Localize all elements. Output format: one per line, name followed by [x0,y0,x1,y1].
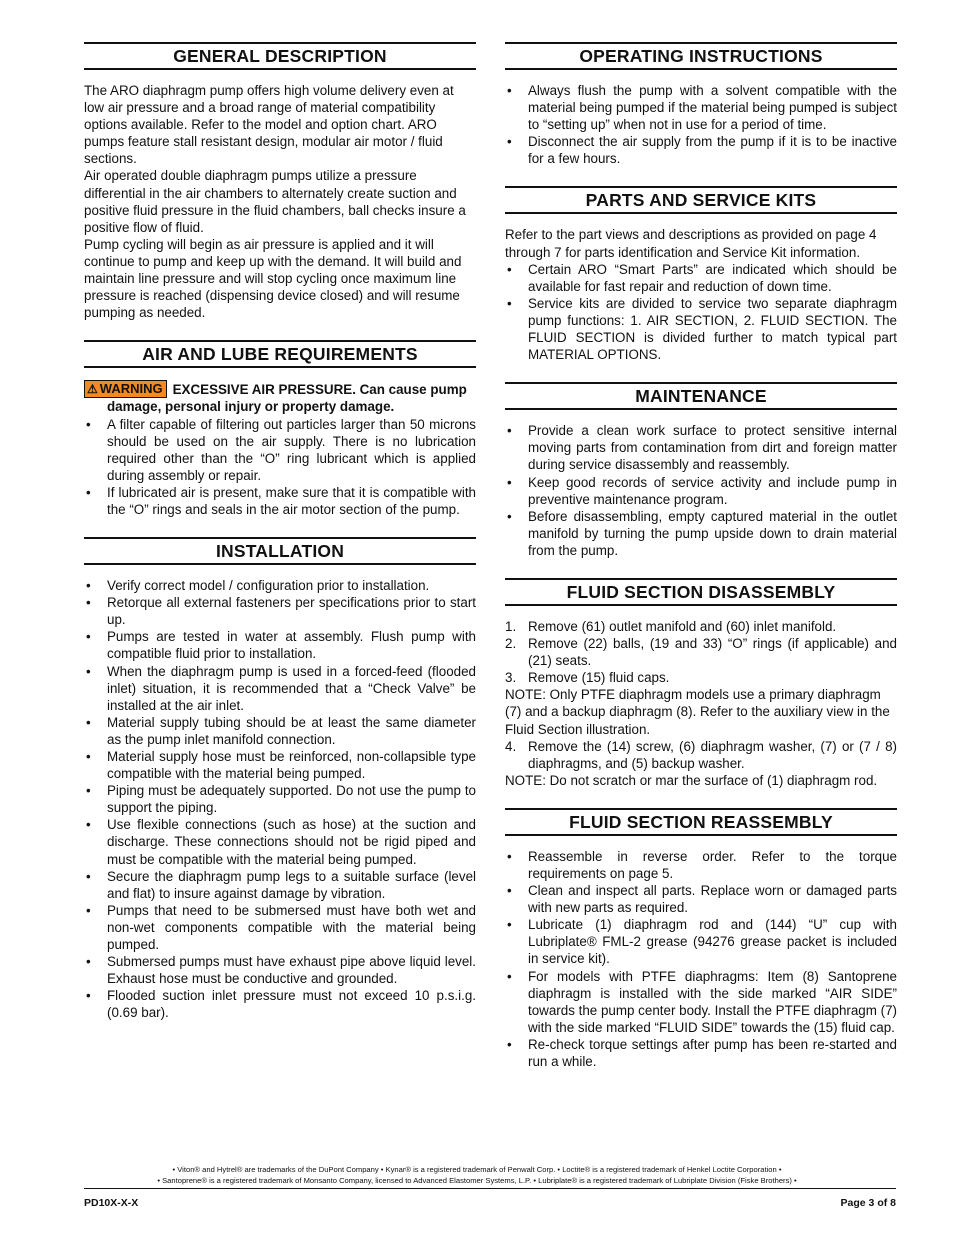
general-paragraph-1: The ARO diaphragm pump offers high volume delivery even at low air pressure and a broad range of material compatibility options available. Refer to the model and option chart. ARO pumps feature stall resistant design, modular air motor / fluid sections. [84,83,454,167]
step-item [505,635,897,669]
list-item: • Clean and inspect all parts. Replace worn or damaged parts with new parts as required. [505,882,897,916]
list-item: • Pumps are tested in water at assembly. Flush pump with compatible fluid prior to installation. [84,628,476,662]
installation-heading: INSTALLATION [84,537,476,565]
step-number: 1. [505,618,517,634]
step-number: 2. [505,636,517,652]
parts-heading: PARTS AND SERVICE KITS [505,186,897,214]
step-text: Remove (61) outlet manifold and (60) inlet manifold. [528,618,837,634]
air-lube-list [84,416,476,519]
operating-heading: OPERATING INSTRUCTIONS [505,42,897,70]
list-item: • Piping must be adequately supported. Do not use the pump to support the piping. [84,782,476,816]
reassembly-section [505,808,897,1070]
parts-section [505,186,897,363]
step-number: 3. [505,670,517,686]
air-lube-heading: AIR AND LUBE REQUIREMENTS [84,340,476,368]
installation-list [84,577,476,1021]
general-description-heading: GENERAL DESCRIPTION [84,42,476,70]
list-item: • Retorque all external fasteners per specifications prior to start up. [84,594,476,628]
list-item: • Material supply hose must be reinforced, non-collapsible type compatible with the material being pumped. [84,748,476,782]
general-description-section [84,42,476,321]
list-item: • A filter capable of filtering out particles larger than 50 microns should be used on the air supply. There is no lubrication required other than the “O” ring lubricant which is applied during assembly or repair. [84,416,476,484]
air-lube-body [84,380,476,518]
right-column [505,42,897,1070]
disassembly-heading: FLUID SECTION DISASSEMBLY [505,578,897,606]
step-text: Remove (15) fluid caps. [528,670,670,686]
operating-list [505,82,897,167]
reassembly-body [505,848,897,1070]
general-description-body [84,82,476,321]
disassembly-section [505,578,897,789]
air-lube-section [84,340,476,518]
list-item: • If lubricated air is present, make sure that it is compatible with the “O” rings and seals in the air motor section of the pump. [84,484,476,518]
trademark-notes [0,1164,954,1186]
list-item: • Use flexible connections (such as hose) at the suction and discharge. These connections should not be rigid piped and must be compatible with the material being pumped. [84,816,476,867]
maintenance-body [505,422,897,559]
warning-label: WARNING [99,381,163,397]
disassembly-note-2: NOTE: Do not scratch or mar the surface of (1) diaphragm rod. [505,772,878,788]
list-item: • Verify correct model / configuration prior to installation. [84,577,476,594]
installation-body [84,577,476,1021]
parts-body [505,226,897,363]
general-paragraph-2: Air operated double diaphragm pumps utilize a pressure differential in the air chambers to alternately create suction and positive fluid pressure in the fluid chambers, ball checks insure a positive flow of fluid. [84,168,466,235]
list-item: • Re-check torque settings after pump has been re-started and run a while. [505,1036,897,1070]
reassembly-list [505,848,897,1070]
step-number: 4. [505,738,517,754]
disassembly-note-1: NOTE: Only PTFE diaphragm models use a primary diaphragm (7) and a backup diaphragm (8). Refer to the auxiliary view in the Fluid Section illustration. [505,687,890,737]
step-text: Remove (22) balls, (19 and 33) “O” rings (if applicable) and (21) seats. [528,636,897,669]
warning-badge [84,380,167,398]
left-column [84,42,476,1022]
step-item [505,618,897,635]
model-number: PD10X-X-X [84,1197,139,1209]
warning-block [84,380,476,415]
operating-body [505,82,897,167]
maintenance-list [505,422,897,559]
warning-triangle-icon: ⚠ [87,382,98,397]
list-item: • Secure the diaphragm pump legs to a suitable surface (level and flat) to insure against damage by vibration. [84,868,476,902]
list-item: • Provide a clean work surface to protect sensitive internal moving parts from contamination from dirt and foreign matter during service disassembly and reassembly. [505,422,897,473]
list-item: • Keep good records of service activity and include pump in preventive maintenance program. [505,474,897,508]
trademark-line-2: • Santoprene® is a registered trademark of Monsanto Company, licensed to Advanced Elastomer Systems, L.P. • Lubriplate® is a registered trademark of Lubriplate Division (Fiske Brothers) • [157,1176,797,1185]
disassembly-steps-a [505,618,897,686]
page-number: Page 3 of 8 [840,1197,896,1209]
list-item: • Material supply tubing should be at least the same diameter as the pump inlet manifold connection. [84,714,476,748]
list-item: • Before disassembling, empty captured material in the outlet manifold by turning the pump upside down to drain material from the pump. [505,508,897,559]
step-text: Remove the (14) screw, (6) diaphragm washer, (7) or (7 / 8) diaphragms, and (5) backup washer. [528,738,897,771]
disassembly-body [505,618,897,789]
footer-divider [84,1188,896,1189]
trademark-line-1: • Viton® and Hytrel® are trademarks of the DuPont Company • Kynar® is a registered trademark of Penwalt Corp. • Loctite® is a registered trademark of Henkel Loctite Corporation • [172,1165,782,1174]
parts-list [505,261,897,364]
list-item: • Disconnect the air supply from the pump if it is to be inactive for a few hours. [505,133,897,167]
warning-text: EXCESSIVE AIR PRESSURE. Can cause pump damage, personal injury or property damage. [107,382,467,415]
maintenance-heading: MAINTENANCE [505,382,897,410]
list-item: • Service kits are divided to service two separate diaphragm pump functions: 1. AIR SECTION, 2. FLUID SECTION. The FLUID SECTION is divided further to match typical part MATERIAL OPTIONS. [505,295,897,363]
disassembly-steps-b [505,738,897,772]
list-item: • Always flush the pump with a solvent compatible with the material being pumped if the material being pumped is subject to “setting up” when not in use for a period of time. [505,82,897,133]
list-item: • Lubricate (1) diaphragm rod and (144) “U” cup with Lubriplate® FML-2 grease (94276 grease packet is included in service kit). [505,916,897,967]
maintenance-section [505,382,897,559]
list-item: • Reassemble in reverse order. Refer to the torque requirements on page 5. [505,848,897,882]
step-item [505,669,897,686]
operating-section [505,42,897,167]
list-item: • Pumps that need to be submersed must have both wet and non-wet components compatible with the material being pumped. [84,902,476,953]
reassembly-heading: FLUID SECTION REASSEMBLY [505,808,897,836]
step-item [505,738,897,772]
list-item: • Submersed pumps must have exhaust pipe above liquid level. Exhaust hose must be conductive and grounded. [84,953,476,987]
general-paragraph-3: Pump cycling will begin as air pressure is applied and it will continue to pump and keep up with the demand. It will build and maintain line pressure and will stop cycling once maximum line pressure is reached (dispensing device closed) and will resume pumping as needed. [84,236,462,321]
list-item: • Certain ARO “Smart Parts” are indicated which should be available for fast repair and reduction of down time. [505,261,897,295]
list-item: • Flooded suction inlet pressure must not exceed 10 p.s.i.g. (0.69 bar). [84,987,476,1021]
list-item: • When the diaphragm pump is used in a forced-feed (flooded inlet) situation, it is recommended that a “Check Valve” be installed at the air inlet. [84,663,476,714]
installation-section [84,537,476,1021]
parts-intro: Refer to the part views and descriptions as provided on page 4 through 7 for parts identification and Service Kit information. [505,227,877,260]
list-item: • For models with PTFE diaphragms: Item (8) Santoprene diaphragm is installed with the side marked “AIR SIDE” towards the pump center body. Install the PTFE diaphragm (7) with the side marked “FLUID SIDE” towards the (15) fluid cap. [505,968,897,1036]
